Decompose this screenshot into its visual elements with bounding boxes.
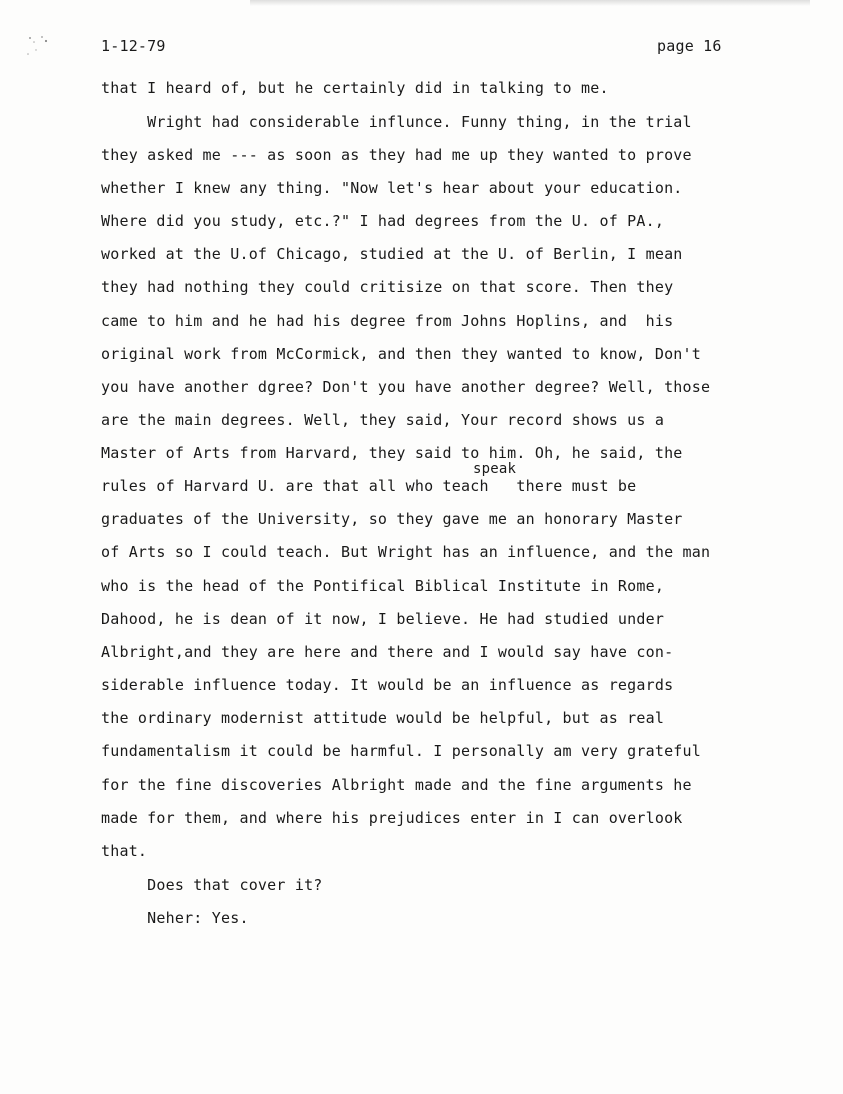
text-line: that I heard of, but he certainly did in talking to me. [101, 79, 609, 97]
text-line: Does that cover it? [101, 876, 323, 894]
text-line: made for them, and where his prejudices enter in I can overlook [101, 809, 683, 827]
text-line: Master of Arts from Harvard, they said to him. Oh, he said, the [101, 444, 683, 462]
text-line: Wright had considerable influnce. Funny thing, in the trial [101, 113, 692, 131]
text-line: they asked me --- as soon as they had me up they wanted to prove [101, 146, 692, 164]
header-date: 1-12-79 [101, 37, 166, 55]
text-line: are the main degrees. Well, they said, Your record shows us a [101, 411, 665, 429]
text-line: Albright,and they are here and there and I would say have con- [101, 643, 674, 661]
scan-speck-marks [22, 32, 52, 72]
text-line: Where did you study, etc.?" I had degrees from the U. of PA., [101, 212, 665, 230]
text-line: siderable influence today. It would be an influence as regards [101, 676, 674, 694]
text-line: who is the head of the Pontifical Biblical Institute in Rome, [101, 577, 665, 595]
interlinear-insertion: speak [473, 461, 517, 477]
text-line: you have another dgree? Don't you have another degree? Well, those [101, 378, 711, 396]
text-line: the ordinary modernist attitude would be helpful, but as real [101, 709, 665, 727]
text-line: rules of Harvard U. are that all who teach there must be [101, 477, 637, 495]
text-line: Dahood, he is dean of it now, I believe. He had studied under [101, 610, 665, 628]
text-line: graduates of the University, so they gave me an honorary Master [101, 510, 683, 528]
header-page-number: page 16 [657, 37, 722, 55]
scan-edge-shadow [250, 0, 810, 6]
text-line: that. [101, 842, 148, 860]
text-line: they had nothing they could critisize on that score. Then they [101, 278, 674, 296]
text-line: of Arts so I could teach. But Wright has an influence, and the man [101, 543, 711, 561]
text-line: Neher: Yes. [101, 909, 249, 927]
text-line: for the fine discoveries Albright made and the fine arguments he [101, 776, 692, 794]
text-line: fundamentalism it could be harmful. I personally am very grateful [101, 742, 701, 760]
text-line: worked at the U.of Chicago, studied at the U. of Berlin, I mean [101, 245, 683, 263]
text-line: whether I knew any thing. "Now let's hear about your education. [101, 179, 683, 197]
text-line: came to him and he had his degree from Johns Hoplins, and his [101, 312, 674, 330]
text-line: original work from McCormick, and then they wanted to know, Don't [101, 345, 701, 363]
